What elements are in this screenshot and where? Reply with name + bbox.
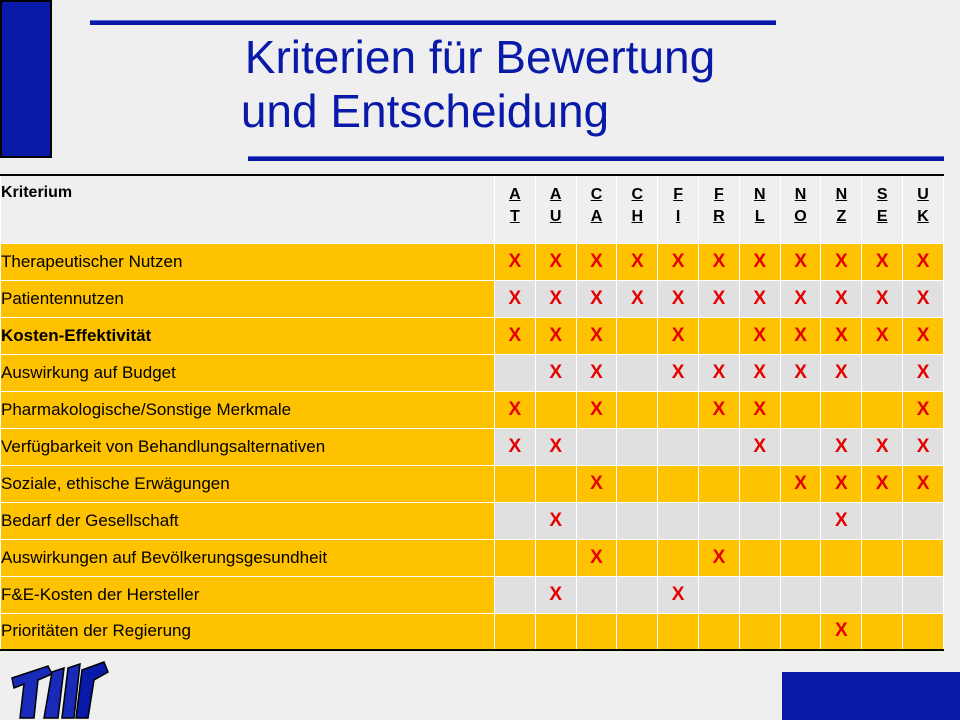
criterion-label: Therapeutischer Nutzen xyxy=(1,243,495,280)
criterion-mark: X xyxy=(862,243,903,280)
empty-cell xyxy=(494,539,535,576)
title-line-1: Kriterien für Bewertung xyxy=(244,31,716,83)
empty-cell xyxy=(821,391,862,428)
country-code-letter: K xyxy=(917,208,929,225)
criterion-mark: X xyxy=(494,243,535,280)
table-row xyxy=(1,428,944,465)
empty-cell xyxy=(494,613,535,650)
criterion-mark: X xyxy=(862,280,903,317)
criterion-mark: X xyxy=(739,243,780,280)
criterion-mark: X xyxy=(535,428,576,465)
empty-cell xyxy=(699,576,740,613)
empty-cell xyxy=(780,576,821,613)
country-code-letter: S xyxy=(876,186,888,203)
column-header-country xyxy=(903,175,944,243)
corner-accent-box xyxy=(782,672,960,720)
criterion-mark: X xyxy=(821,243,862,280)
column-header-country xyxy=(576,175,617,243)
criterion-mark: X xyxy=(699,280,740,317)
criterion-label: Pharmakologische/Sonstige Merkmale xyxy=(1,391,495,428)
table-row xyxy=(1,317,944,354)
empty-cell xyxy=(617,317,658,354)
empty-cell xyxy=(699,502,740,539)
criteria-table xyxy=(0,174,944,651)
criterion-mark: X xyxy=(535,576,576,613)
country-code-letter: L xyxy=(754,208,765,225)
empty-cell xyxy=(699,317,740,354)
empty-cell xyxy=(780,539,821,576)
empty-cell xyxy=(535,613,576,650)
empty-cell xyxy=(739,539,780,576)
table-row xyxy=(1,502,944,539)
criterion-mark: X xyxy=(739,391,780,428)
criterion-mark: X xyxy=(821,428,862,465)
table-row xyxy=(1,613,944,650)
country-code-letter: Z xyxy=(836,208,847,225)
criterion-mark: X xyxy=(699,539,740,576)
empty-cell xyxy=(739,576,780,613)
empty-cell xyxy=(535,391,576,428)
criterion-mark: X xyxy=(699,354,740,391)
empty-cell xyxy=(903,502,944,539)
table-row xyxy=(1,539,944,576)
empty-cell xyxy=(903,576,944,613)
column-header-country xyxy=(739,175,780,243)
left-accent-bar xyxy=(0,0,52,158)
criterion-mark: X xyxy=(658,576,699,613)
criterion-mark: X xyxy=(821,354,862,391)
criterion-mark: X xyxy=(617,280,658,317)
criterion-label: Verfügbarkeit von Behandlungsalternativen xyxy=(1,428,495,465)
country-code-letter: C xyxy=(590,186,603,203)
column-header-country xyxy=(535,175,576,243)
empty-cell xyxy=(617,539,658,576)
institution-logo xyxy=(8,660,128,720)
table-row xyxy=(1,243,944,280)
country-code-letter: U xyxy=(549,208,562,225)
page-title xyxy=(120,30,840,138)
criterion-mark: X xyxy=(821,502,862,539)
empty-cell xyxy=(535,465,576,502)
empty-cell xyxy=(739,613,780,650)
empty-cell xyxy=(821,539,862,576)
criterion-mark: X xyxy=(535,317,576,354)
criterion-mark: X xyxy=(739,317,780,354)
criterion-mark: X xyxy=(862,428,903,465)
criterion-mark: X xyxy=(780,243,821,280)
country-code-letter: O xyxy=(794,208,807,225)
empty-cell xyxy=(780,391,821,428)
criterion-mark: X xyxy=(494,317,535,354)
column-header-country xyxy=(658,175,699,243)
empty-cell xyxy=(780,428,821,465)
country-code-letter: C xyxy=(631,186,644,203)
criterion-mark: X xyxy=(535,243,576,280)
country-code-letter: A xyxy=(549,186,562,203)
criterion-mark: X xyxy=(903,465,944,502)
country-code-letter: U xyxy=(917,186,929,203)
criterion-mark: X xyxy=(903,354,944,391)
column-header-country xyxy=(699,175,740,243)
criterion-mark: X xyxy=(576,280,617,317)
criterion-label: Patientennutzen xyxy=(1,280,495,317)
criterion-label: Prioritäten der Regierung xyxy=(1,613,495,650)
empty-cell xyxy=(699,428,740,465)
column-header-criterion: Kriterium xyxy=(1,175,495,243)
criterion-mark: X xyxy=(739,280,780,317)
criterion-mark: X xyxy=(903,243,944,280)
criterion-mark: X xyxy=(739,354,780,391)
empty-cell xyxy=(862,613,903,650)
criterion-mark: X xyxy=(658,280,699,317)
criterion-mark: X xyxy=(658,317,699,354)
criterion-mark: X xyxy=(821,317,862,354)
empty-cell xyxy=(535,539,576,576)
column-header-country xyxy=(821,175,862,243)
criterion-mark: X xyxy=(903,280,944,317)
column-header-country xyxy=(617,175,658,243)
criterion-mark: X xyxy=(576,465,617,502)
table-header-row xyxy=(1,175,944,243)
empty-cell xyxy=(658,613,699,650)
empty-cell xyxy=(903,613,944,650)
criterion-mark: X xyxy=(903,391,944,428)
table-body xyxy=(1,243,944,650)
country-code-letter: N xyxy=(835,186,848,203)
empty-cell xyxy=(617,502,658,539)
criterion-mark: X xyxy=(576,354,617,391)
empty-cell xyxy=(862,354,903,391)
empty-cell xyxy=(494,354,535,391)
empty-cell xyxy=(658,428,699,465)
column-header-country xyxy=(862,175,903,243)
title-rule-top xyxy=(90,20,776,25)
criterion-mark: X xyxy=(535,280,576,317)
criterion-mark: X xyxy=(535,502,576,539)
criterion-mark: X xyxy=(576,539,617,576)
criterion-mark: X xyxy=(576,317,617,354)
criterion-mark: X xyxy=(903,428,944,465)
criterion-mark: X xyxy=(780,280,821,317)
criterion-label: Kosten-Effektivität xyxy=(1,317,495,354)
table-row xyxy=(1,576,944,613)
criterion-label: Auswirkung auf Budget xyxy=(1,354,495,391)
criterion-mark: X xyxy=(535,354,576,391)
empty-cell xyxy=(617,391,658,428)
title-rule-bottom xyxy=(248,156,944,161)
empty-cell xyxy=(658,539,699,576)
country-code-letter: A xyxy=(509,186,521,203)
criterion-mark: X xyxy=(903,317,944,354)
criterion-label: Auswirkungen auf Bevölkerungsgesundheit xyxy=(1,539,495,576)
empty-cell xyxy=(576,502,617,539)
country-code-letter: N xyxy=(753,186,766,203)
empty-cell xyxy=(576,428,617,465)
criterion-mark: X xyxy=(494,391,535,428)
criterion-mark: X xyxy=(739,428,780,465)
empty-cell xyxy=(576,576,617,613)
criterion-label: F&E-Kosten der Hersteller xyxy=(1,576,495,613)
country-code-letter: F xyxy=(673,186,683,203)
country-code-letter: N xyxy=(794,186,807,203)
criterion-label: Bedarf der Gesellschaft xyxy=(1,502,495,539)
empty-cell xyxy=(617,576,658,613)
country-code-letter: I xyxy=(675,208,681,225)
table-row xyxy=(1,354,944,391)
table-row xyxy=(1,280,944,317)
empty-cell xyxy=(699,613,740,650)
empty-cell xyxy=(494,576,535,613)
criterion-mark: X xyxy=(494,428,535,465)
empty-cell xyxy=(617,428,658,465)
criterion-mark: X xyxy=(699,391,740,428)
empty-cell xyxy=(862,539,903,576)
empty-cell xyxy=(780,613,821,650)
empty-cell xyxy=(780,502,821,539)
criterion-mark: X xyxy=(821,280,862,317)
empty-cell xyxy=(658,465,699,502)
column-header-country xyxy=(780,175,821,243)
criterion-mark: X xyxy=(821,613,862,650)
empty-cell xyxy=(821,576,862,613)
empty-cell xyxy=(658,502,699,539)
criterion-mark: X xyxy=(780,465,821,502)
country-code-letter: T xyxy=(509,208,520,225)
empty-cell xyxy=(617,465,658,502)
empty-cell xyxy=(862,502,903,539)
criterion-mark: X xyxy=(699,243,740,280)
criterion-mark: X xyxy=(821,465,862,502)
criterion-mark: X xyxy=(658,354,699,391)
empty-cell xyxy=(699,465,740,502)
empty-cell xyxy=(494,502,535,539)
empty-cell xyxy=(617,354,658,391)
table-row xyxy=(1,391,944,428)
empty-cell xyxy=(576,613,617,650)
criterion-mark: X xyxy=(617,243,658,280)
empty-cell xyxy=(862,391,903,428)
empty-cell xyxy=(739,502,780,539)
empty-cell xyxy=(862,576,903,613)
country-code-letter: E xyxy=(876,208,888,225)
criterion-mark: X xyxy=(576,391,617,428)
title-line-2: und Entscheidung xyxy=(240,85,610,137)
criterion-mark: X xyxy=(780,317,821,354)
column-header-country xyxy=(494,175,535,243)
empty-cell xyxy=(617,613,658,650)
country-code-letter: R xyxy=(713,208,725,225)
empty-cell xyxy=(494,465,535,502)
empty-cell xyxy=(658,391,699,428)
criterion-mark: X xyxy=(576,243,617,280)
criterion-mark: X xyxy=(780,354,821,391)
criterion-mark: X xyxy=(862,317,903,354)
empty-cell xyxy=(903,539,944,576)
empty-cell xyxy=(739,465,780,502)
country-code-letter: A xyxy=(590,208,603,225)
country-code-letter: F xyxy=(714,186,724,203)
criterion-label: Soziale, ethische Erwägungen xyxy=(1,465,495,502)
country-code-letter: H xyxy=(631,208,644,225)
criterion-mark: X xyxy=(494,280,535,317)
table-row xyxy=(1,465,944,502)
criterion-mark: X xyxy=(862,465,903,502)
criterion-mark: X xyxy=(658,243,699,280)
